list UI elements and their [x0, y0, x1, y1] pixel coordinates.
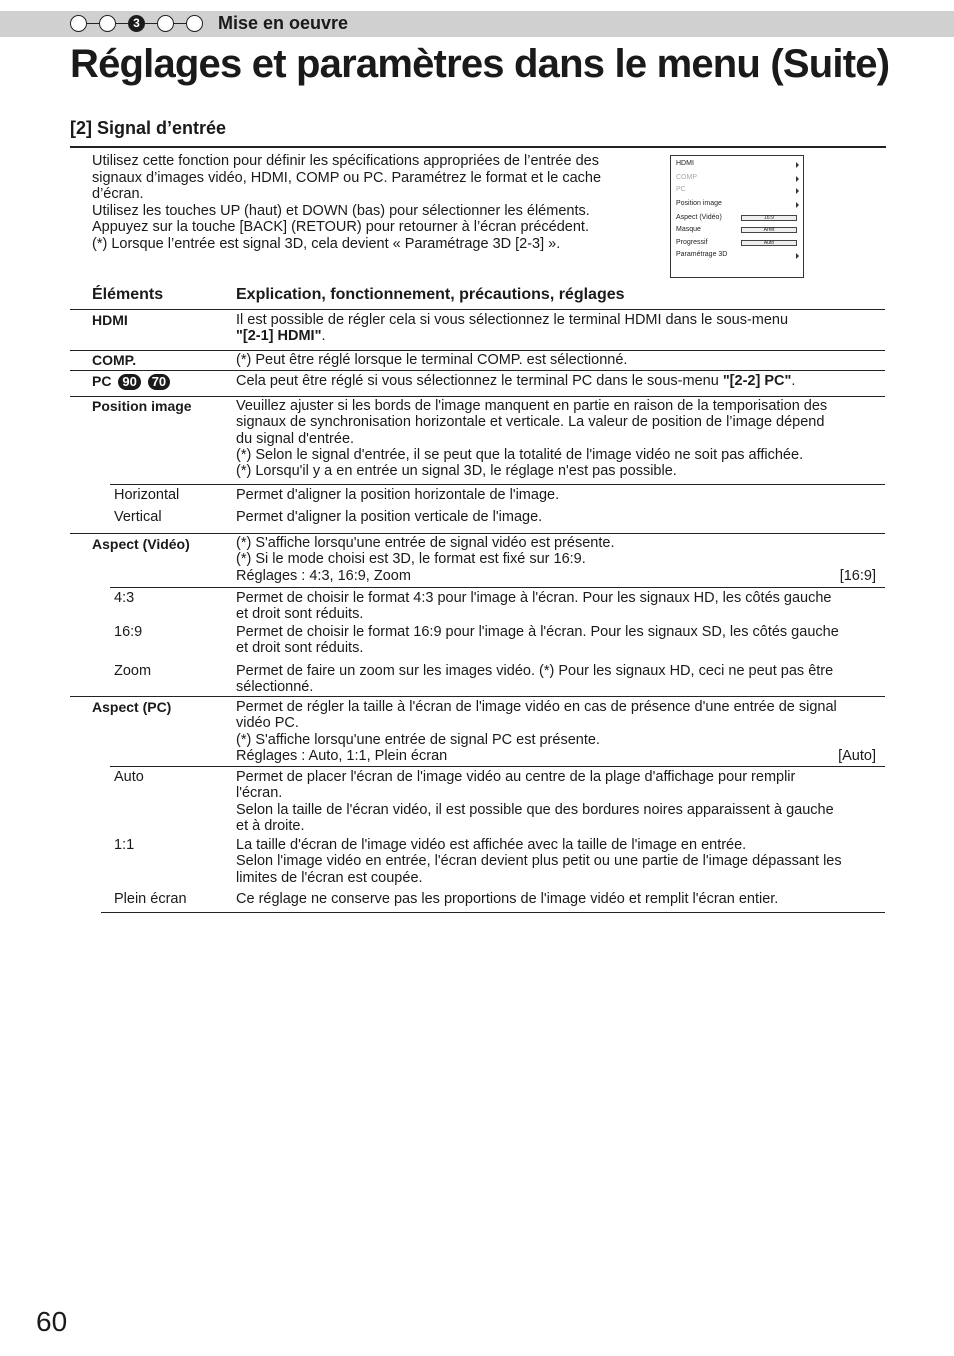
desc-line: Permet de choisir le format 4:3 pour l'image à l'écran. Pour les signaux HD, les côtés gauche	[236, 590, 832, 606]
desc-line: signaux de synchronisation horizontale et verticale. La valeur de position de l’image dépend	[236, 414, 825, 431]
row-label-comp: COMP.	[92, 352, 137, 368]
chevron-right-icon	[796, 202, 799, 208]
divider	[70, 146, 886, 148]
settings-line	[236, 748, 876, 764]
chevron-right-icon	[796, 188, 799, 194]
settings-text: Réglages : Auto, 1:1, Plein écran	[236, 747, 448, 764]
desc-line	[236, 328, 876, 344]
divider	[70, 696, 885, 697]
desc-line: Permet de faire un zoom sur les images vidéo. (*) Pour les signaux HD, ceci ne peut pas être	[236, 663, 834, 679]
menu-reference: "[2-1] HDMI"	[236, 328, 322, 345]
desc-line: (*) Lorsqu'il y a en entrée un signal 3D, le réglage n'est pas possible.	[236, 463, 677, 480]
desc-line: l'écran.	[236, 785, 283, 802]
desc-line: et droit sont réduits.	[236, 606, 364, 623]
row-label-position-image: Position image	[92, 398, 192, 414]
intro-line: Utilisez cette fonction pour définir les spécifications appropriées de l’entrée des	[92, 153, 599, 169]
desc-line: Permet de choisir le format 16:9 pour l'image à l'écran. Pour les signaux SD, les côtés gauche	[236, 624, 839, 640]
menu-item-parametrage-3d: Paramétrage 3D	[676, 251, 728, 258]
option-desc-vertical: Permet d'aligner la position verticale de l'image.	[236, 509, 543, 525]
step-indicator-4	[157, 15, 174, 32]
option-desc-horizontal: Permet d'aligner la position horizontale de l'image.	[236, 487, 560, 503]
row-desc-aspect-pc	[236, 699, 876, 764]
option-desc-zoom	[236, 663, 876, 696]
intro-line: d’écran.	[92, 186, 144, 202]
row-desc-pc	[236, 373, 876, 389]
divider	[110, 484, 885, 485]
desc-line: (*) S'affiche lorsqu'une entrée de signal PC est présente.	[236, 731, 600, 748]
default-value: [Auto]	[838, 747, 876, 764]
step-indicator-1	[70, 15, 87, 32]
row-desc-comp	[236, 352, 876, 368]
option-desc-auto	[236, 769, 876, 834]
desc-line: Permet de régler la taille à l'écran de l'image vidéo en cas de présence d'une entrée de signal	[236, 699, 837, 715]
divider	[70, 350, 885, 351]
row-label-text: PC	[92, 373, 112, 389]
option-label-auto: Auto	[114, 769, 144, 785]
menu-item-progressif: Progressif	[676, 239, 708, 246]
menu-value-masque: Arrêt	[741, 227, 797, 233]
row-label-aspect-pc: Aspect (PC)	[92, 699, 172, 715]
desc-text: .	[321, 328, 326, 345]
divider	[70, 533, 885, 534]
model-badge: 90	[118, 374, 140, 390]
row-label-aspect-video: Aspect (Vidéo)	[92, 536, 190, 552]
chevron-right-icon	[796, 176, 799, 182]
step-indicator-3: 3	[128, 15, 145, 32]
desc-line: sélectionné.	[236, 679, 314, 696]
divider	[110, 766, 885, 767]
chevron-right-icon	[796, 162, 799, 168]
step-indicator-5	[186, 15, 203, 32]
menu-item-aspect-video: Aspect (Vidéo)	[676, 214, 722, 221]
menu-value-progressif: Auto	[741, 240, 797, 246]
desc-line: et droit sont réduits.	[236, 640, 364, 657]
desc-line: La taille d'écran de l'image vidéo est affichée avec la taille de l'image en entrée.	[236, 837, 747, 853]
desc-text: Cela peut être réglé si vous sélectionnez le terminal PC dans le sous-menu	[236, 373, 719, 389]
intro-line: (*) Lorsque l’entrée est signal 3D, cela devient « Paramétrage 3D [2-3] ».	[92, 235, 561, 252]
column-header-explanation: Explication, fonctionnement, précautions, réglages	[236, 286, 625, 303]
desc-line: et à droite.	[236, 817, 305, 834]
settings-line	[236, 568, 876, 584]
menu-screenshot	[670, 155, 804, 278]
menu-item-pc: PC	[676, 186, 686, 193]
desc-line: Selon l'image vidéo en entrée, l'écran devient plus petit ou une partie de l'image dépassant les	[236, 853, 842, 870]
option-label-16-9: 16:9	[114, 624, 143, 640]
menu-item-hdmi: HDMI	[676, 160, 694, 167]
model-badge: 70	[148, 374, 170, 390]
option-label-1-1: 1:1	[114, 837, 135, 853]
divider	[110, 587, 885, 588]
desc-line: (*) S'affiche lorsqu'une entrée de signal vidéo est présente.	[236, 535, 615, 551]
desc-line: Permet de placer l'écran de l'image vidéo au centre de la plage d'affichage pour remplir	[236, 769, 796, 785]
row-desc-position-image	[236, 398, 876, 479]
menu-value-aspect: 16:9	[741, 215, 797, 221]
section-label: Mise en oeuvre	[218, 13, 349, 33]
divider	[70, 370, 885, 371]
subsection-heading: [2] Signal d’entrée	[70, 118, 227, 138]
menu-item-comp: COMP	[676, 174, 697, 181]
header-bar	[0, 11, 954, 37]
intro-text	[92, 153, 652, 252]
option-desc-plein-ecran: Ce réglage ne conserve pas les proportions de l'image vidéo et remplit l'écran entier.	[236, 891, 779, 907]
desc-line: du signal d'entrée.	[236, 430, 355, 447]
row-label-hdmi: HDMI	[92, 312, 128, 328]
option-label-4-3: 4:3	[114, 590, 135, 606]
page-title: Réglages et paramètres dans le menu (Suite)	[70, 42, 890, 86]
option-label-zoom: Zoom	[114, 663, 152, 679]
desc-text: .	[791, 373, 796, 389]
menu-item-masque: Masque	[676, 226, 701, 233]
menu-item-position-image: Position image	[676, 200, 722, 207]
option-desc-4-3	[236, 590, 876, 623]
option-label-horizontal: Horizontal	[114, 487, 180, 503]
menu-reference: "[2-2] PC"	[722, 373, 792, 389]
option-desc-16-9	[236, 624, 876, 657]
desc-line: vidéo PC.	[236, 715, 299, 732]
row-desc-hdmi	[236, 312, 876, 345]
desc-line: Selon la taille de l'écran vidéo, il est possible que des bordures noires apparaissent à gauche	[236, 801, 834, 818]
option-desc-1-1	[236, 837, 876, 886]
desc-line	[236, 373, 876, 389]
column-header-elements: Éléments	[92, 286, 164, 303]
intro-line: Utilisez les touches UP (haut) et DOWN (bas) pour sélectionner les éléments.	[92, 202, 590, 219]
divider	[70, 309, 885, 310]
desc-line: Veuillez ajuster si les bords de l'image manquent en partie en raison de la temporisation des	[236, 398, 828, 414]
intro-line: Appuyez sur la touche [BACK] (RETOUR) pour retourner à l’écran précédent.	[92, 219, 589, 235]
desc-line: Il est possible de régler cela si vous sélectionnez le terminal HDMI dans le sous-menu	[236, 312, 789, 328]
chevron-right-icon	[796, 253, 799, 259]
desc-line: (*) Peut être réglé lorsque le terminal COMP. est sélectionné.	[236, 352, 628, 368]
page-number: 60	[36, 1306, 68, 1337]
desc-line: (*) Selon le signal d'entrée, il se peut que la totalité de l'image vidéo ne soit pas affichée.	[236, 446, 804, 463]
option-label-plein-ecran: Plein écran	[114, 891, 187, 907]
row-desc-aspect-video	[236, 535, 876, 584]
intro-line: signaux d’images vidéo, HDMI, COMP ou PC. Paramétrez le format et le cache	[92, 169, 602, 186]
row-label-pc	[92, 373, 170, 390]
desc-line: limites de l'écran est coupée.	[236, 869, 423, 886]
step-indicator-2	[99, 15, 116, 32]
option-label-vertical: Vertical	[114, 509, 162, 525]
divider	[70, 396, 885, 397]
divider	[101, 912, 885, 913]
desc-line: (*) Si le mode choisi est 3D, le format est fixé sur 16:9.	[236, 551, 586, 568]
default-value: [16:9]	[839, 567, 876, 584]
settings-text: Réglages : 4:3, 16:9, Zoom	[236, 567, 411, 584]
